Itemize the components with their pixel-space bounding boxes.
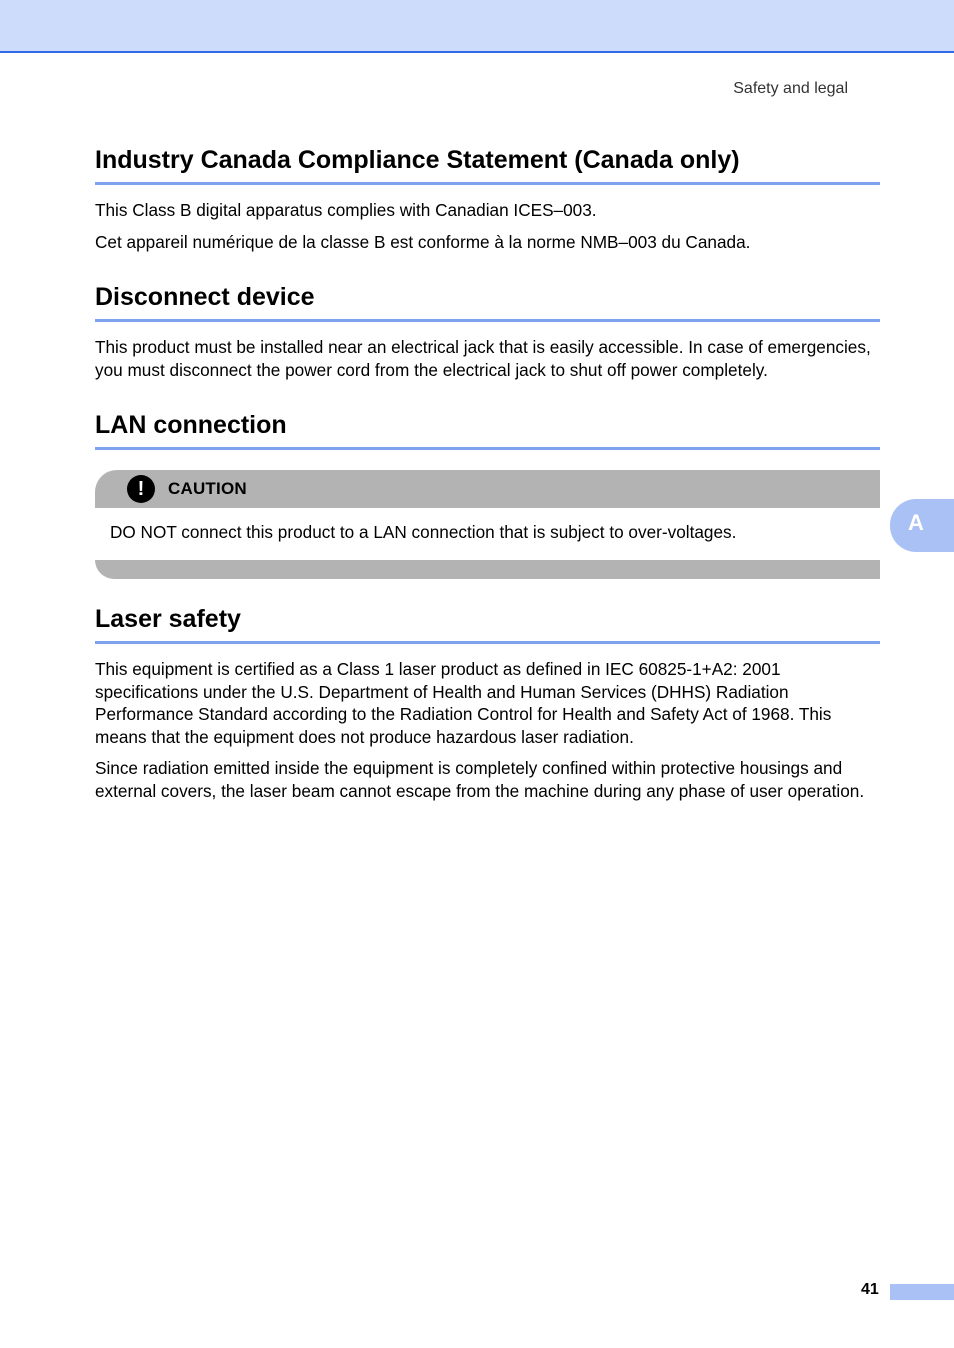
side-tab-label: A xyxy=(908,510,924,535)
paragraph-laser-certification: This equipment is certified as a Class 1 laser product as defined in IEC 60825-1+A2: 2001 specifications under the U.S. Department of Health and Human Services (DHHS) Radiation Performance Standard according to the Radiation Control for Health and Safety Act of 1968. This means that the equipment does not produce hazardous laser radiation. xyxy=(95,659,832,747)
caution-label: CAUTION xyxy=(168,479,247,498)
section-disconnect-device xyxy=(95,279,880,381)
paragraph-laser-radiation: Since radiation emitted inside the equipment is completely confined within protective housings and external covers, the laser beam cannot escape from the machine during any phase of user operation. xyxy=(95,758,865,801)
exclamation-icon: ! xyxy=(127,475,155,503)
page-number: 41 xyxy=(861,1281,879,1298)
appendix-side-tab xyxy=(890,499,954,552)
section-title-disconnect: Disconnect device xyxy=(95,279,880,322)
caution-text: DO NOT connect this product to a LAN connection that is subject to over-voltages. xyxy=(110,522,737,542)
section-lan-connection xyxy=(95,407,880,579)
paragraph-canada-english: This Class B digital apparatus complies with Canadian ICES–003. xyxy=(95,200,597,220)
top-header-band xyxy=(0,0,954,53)
page-content xyxy=(95,140,880,802)
caution-body xyxy=(95,508,880,560)
paragraph-disconnect: This product must be installed near an electrical jack that is easily accessible. In case of emergencies, you must disconnect the power cord from the electrical jack to shut off power completely. xyxy=(95,337,871,380)
caution-footer xyxy=(95,560,880,579)
section-canada-compliance xyxy=(95,142,880,253)
caution-box xyxy=(95,470,880,579)
running-header: Safety and legal xyxy=(733,80,848,97)
section-title-lan: LAN connection xyxy=(95,407,880,450)
paragraph-canada-french: Cet appareil numérique de la classe B est conforme à la norme NMB–003 du Canada. xyxy=(95,231,751,252)
caution-header xyxy=(95,470,880,508)
section-laser-safety xyxy=(95,601,880,802)
footer-bar xyxy=(890,1284,954,1300)
section-title-canada: Industry Canada Compliance Statement (Canada only) xyxy=(95,142,880,185)
section-title-laser: Laser safety xyxy=(95,601,880,644)
